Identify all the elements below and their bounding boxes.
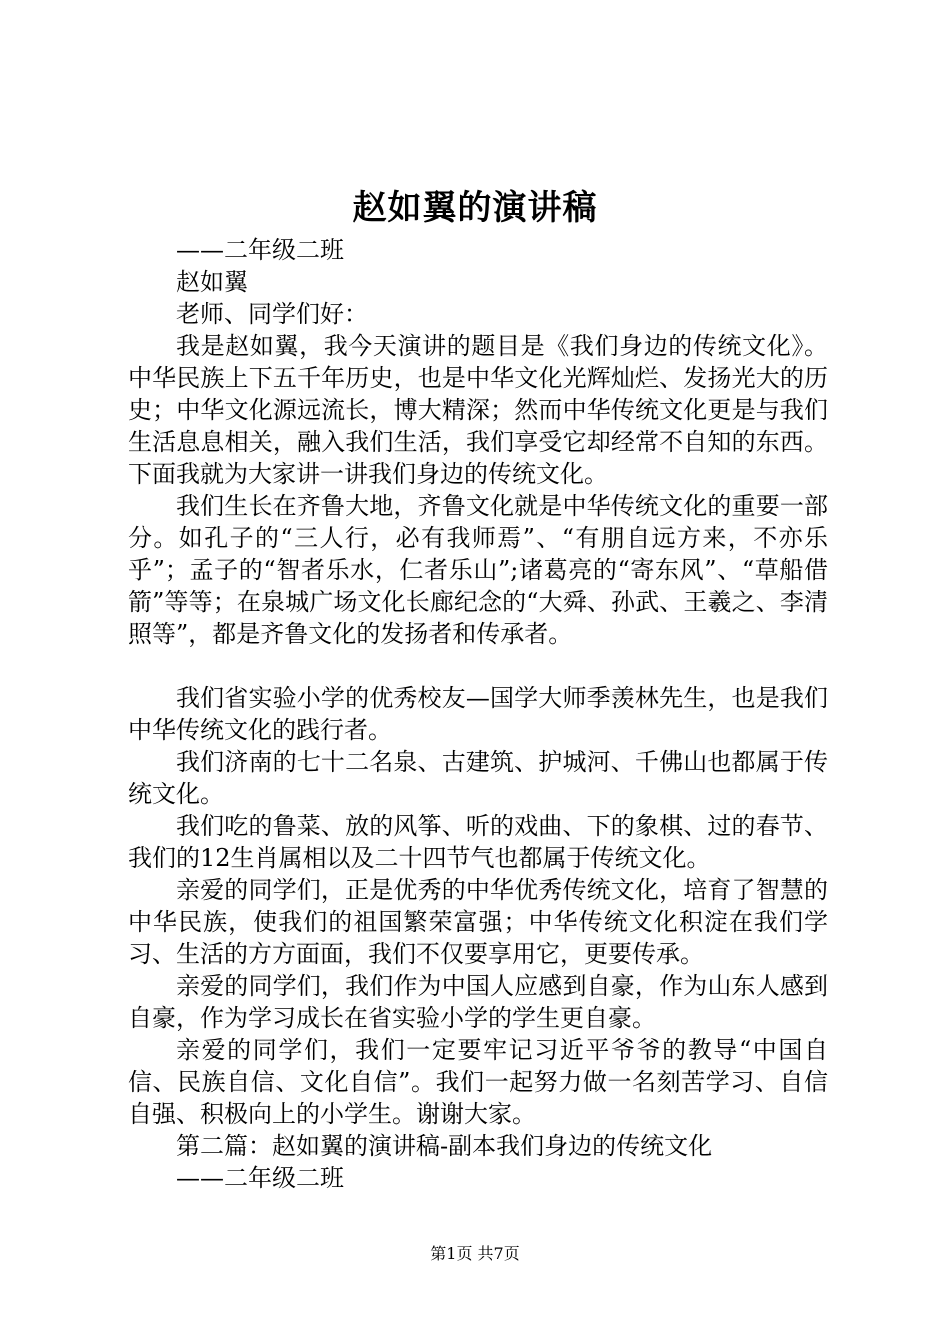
page-footer: 第1页 共7页 [430, 1244, 520, 1263]
paragraph: 我们济南的七十二名泉、古建筑、护城河、千佛山也都属于传统文化。 [128, 748, 828, 808]
greeting-line: 老师、同学们好： [176, 300, 368, 328]
paragraph: 我们省实验小学的优秀校友—国学大师季羡林先生，也是我们中华传统文化的践行者。 [128, 684, 828, 744]
paragraph: 我们生长在齐鲁大地，齐鲁文化就是中华传统文化的重要一部分。如孔子的“三人行，必有我师焉”、“有朋自远方来，不亦乐乎”；孟子的“智者乐水，仁者乐山”;诸葛亮的“寄东风”、“草船借箭”等等；在泉城广场文化长廊纪念的“大舜、孙武、王羲之、李清照等”，都是齐鲁文化的发扬者和传承者。 [128, 492, 828, 648]
class-line: ——二年级二班 [176, 236, 344, 264]
author-line: 赵如翼 [176, 268, 248, 296]
paragraph: 亲爱的同学们，正是优秀的中华优秀传统文化，培育了智慧的中华民族，使我们的祖国繁荣富强；中华传统文化积淀在我们学习、生活的方方面面，我们不仅要享用它，更要传承。 [128, 876, 828, 968]
second-heading: 第二篇：赵如翼的演讲稿-副本我们身边的传统文化 [176, 1132, 713, 1160]
second-class-line: ——二年级二班 [176, 1164, 344, 1192]
paragraph: 亲爱的同学们，我们作为中国人应感到自豪，作为山东人感到自豪，作为学习成长在省实验小学的学生更自豪。 [128, 972, 828, 1032]
document-body [128, 234, 828, 1194]
document-title: 赵如翼的演讲稿 [352, 188, 598, 228]
paragraph: 我们吃的鲁菜、放的风筝、听的戏曲、下的象棋、过的春节、我们的12生肖属相以及二十四节气也都属于传统文化。 [128, 812, 828, 872]
paragraph: 亲爱的同学们，我们一定要牢记习近平爷爷的教导“中国自信、民族自信、文化自信”。我们一起努力做一名刻苦学习、自信自强、积极向上的小学生。谢谢大家。 [128, 1036, 828, 1128]
paragraph: 我是赵如翼，我今天演讲的题目是《我们身边的传统文化》。中华民族上下五千年历史，也是中华文化光辉灿烂、发扬光大的历史；中华文化源远流长，博大精深；然而中华传统文化更是与我们生活息息相关，融入我们生活，我们享受它却经常不自知的东西。下面我就为大家讲一讲我们身边的传统文化。 [128, 332, 828, 488]
